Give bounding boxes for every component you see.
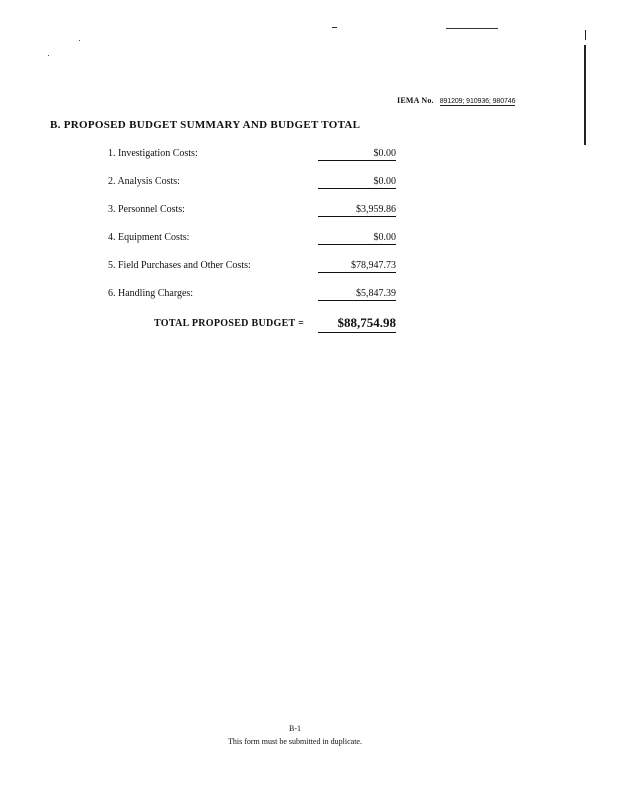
iema-value: 891209; 910936; 980746 (439, 98, 516, 105)
budget-total-label: TOTAL PROPOSED BUDGET = (154, 318, 305, 329)
scan-mark (332, 27, 337, 28)
budget-row-analysis (108, 176, 396, 190)
scan-mark (446, 28, 498, 29)
footer-note: This form must be submitted in duplicate. (228, 737, 362, 746)
budget-row-handling (108, 288, 396, 302)
budget-total-row (154, 315, 396, 333)
section-title: B. PROPOSED BUDGET SUMMARY AND BUDGET TOTAL (50, 119, 361, 131)
budget-row-amount: $0.00 (318, 232, 396, 245)
scan-speck (79, 40, 80, 41)
scan-edge-bar (585, 30, 586, 40)
scan-edge-bar (584, 45, 586, 145)
iema-number (397, 96, 515, 106)
budget-row-field-purchases (108, 260, 396, 274)
budget-total-amount: $88,754.98 (318, 315, 396, 333)
budget-row-label: 1. Investigation Costs: (108, 148, 198, 159)
budget-row-amount: $5,847.39 (318, 288, 396, 301)
page-number: B-1 (289, 724, 301, 733)
iema-label: IEMA No. (397, 96, 434, 105)
budget-row-amount: $0.00 (318, 148, 396, 161)
budget-row-label: 4. Equipment Costs: (108, 232, 190, 243)
scan-speck (48, 55, 49, 56)
budget-row-label: 5. Field Purchases and Other Costs: (108, 260, 251, 271)
budget-row-investigation (108, 148, 396, 162)
budget-row-label: 2. Analysis Costs: (108, 176, 180, 187)
budget-row-amount: $3,959.86 (318, 204, 396, 217)
budget-row-label: 3. Personnel Costs: (108, 204, 185, 215)
budget-row-label: 6. Handling Charges: (108, 288, 194, 299)
budget-row-equipment (108, 232, 396, 246)
budget-row-amount: $0.00 (318, 176, 396, 189)
budget-row-personnel (108, 204, 396, 218)
budget-row-amount: $78,947.73 (318, 260, 396, 273)
